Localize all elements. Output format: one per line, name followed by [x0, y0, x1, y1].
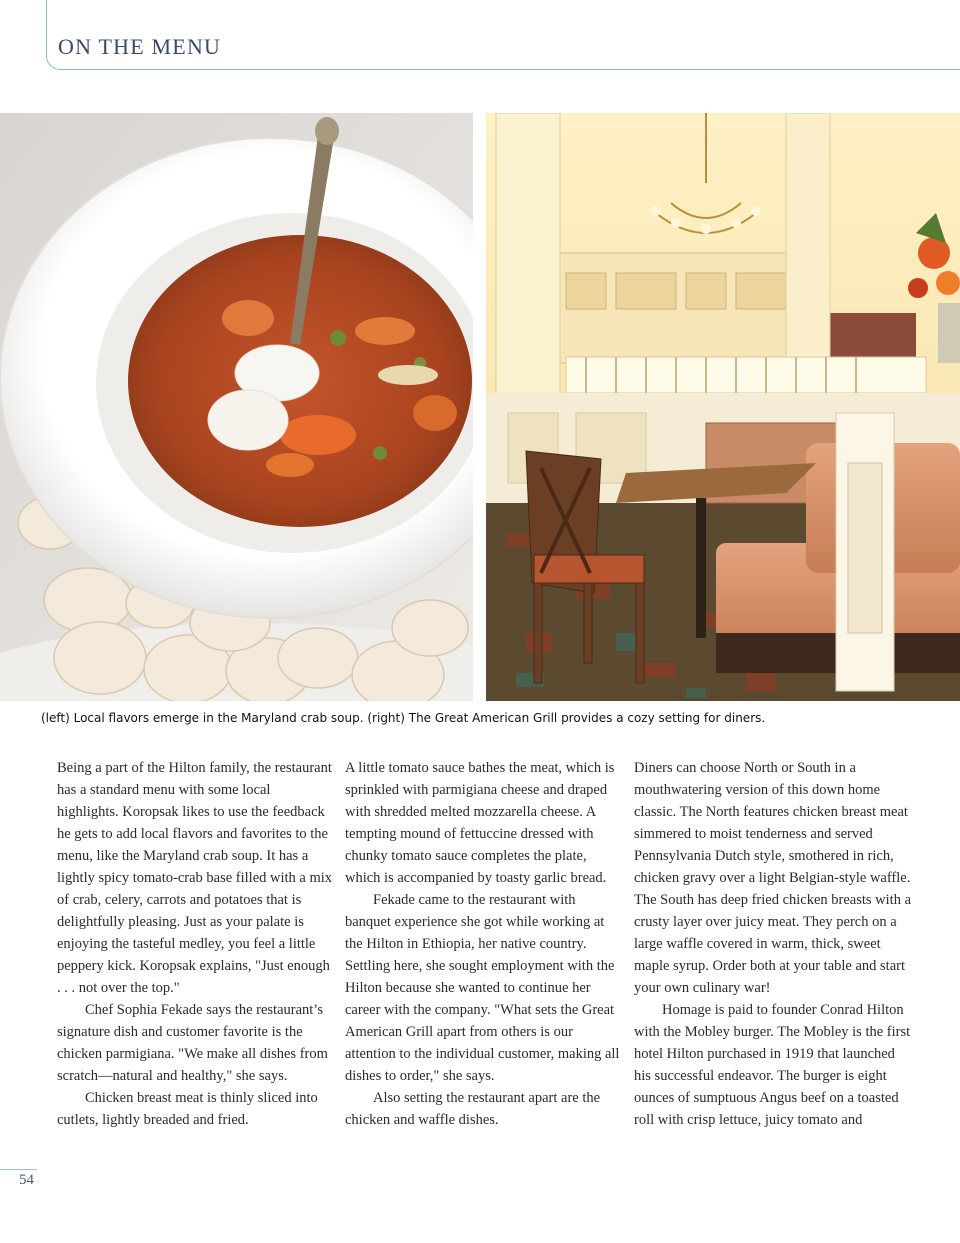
soup-bowl-illustration [0, 113, 473, 701]
paragraph: Chef Sophia Fekade says the restaurant’s signature dish and customer favorite is the chicken parmigiana. "We make all dishes from scratch—natural and healthy," she says. [57, 1002, 328, 1084]
article-column-1 [57, 757, 335, 1131]
section-title: ON THE MENU [58, 34, 222, 59]
paragraph: Diners can choose North or South in a mouthwatering version of this down home classic. The North features chicken breast meat simmered to moist tenderness and served Pennsylvania Dutch style, smothered in rich, chicken gravy over a light Belgian-style waffle. The South has deep fried chicken breasts with a crusty layer over juicy meat. They perch on a large waffle covered in warm, thick, sweet maple syrup. Order both at your table and start your own culinary war! [634, 760, 912, 996]
article-column-3 [634, 757, 912, 1131]
folio-rule [0, 1169, 37, 1170]
paragraph: Being a part of the Hilton family, the restaurant has a standard menu with some local highlights. Koropsak likes to use the feedback he gets to add local flavors and favorites to the menu, like the Maryland crab soup. It has a lightly spicy tomato-crab base filled with a mix of crab, celery, carrots and potatoes that is delightfully pleasing. Just as your palate is enjoying the tasteful medley, you feel a little peppery kick. Koropsak explains, "Just enough . . . not over the top." [57, 760, 333, 996]
paragraph: A little tomato sauce bathes the meat, which is sprinkled with parmigiana cheese and draped with shredded melted mozzarella cheese. A tempting mound of fettuccine dressed with chunky tomato sauce completes the plate, which is accompanied by toasty garlic bread. [345, 760, 615, 886]
paragraph: Also setting the restaurant apart are the chicken and waffle dishes. [345, 1090, 601, 1128]
page-number: 54 [19, 1172, 34, 1188]
dining-room-illustration [486, 113, 960, 701]
dining-room-photo [486, 113, 960, 701]
article-column-2 [345, 757, 623, 1131]
photo-caption: (left) Local flavors emerge in the Maryland crab soup. (right) The Great American Grill provides a cozy setting for diners. [41, 711, 766, 725]
paragraph: Fekade came to the restaurant with banquet experience she got while working at the Hilton in Ethiopia, her native country. Settling here, she sought employment with the Hilton because she wanted to continue her career with the company. "What sets the Great American Grill apart from others is our attention to the individual customer, making all dishes to order," she says. [345, 892, 620, 1084]
crab-soup-photo [0, 113, 473, 701]
paragraph: Chicken breast meat is thinly sliced into cutlets, lightly breaded and fried. [57, 1090, 318, 1128]
paragraph: Homage is paid to founder Conrad Hilton with the Mobley burger. The Mobley is the first hotel Hilton purchased in 1919 that launched his successful endeavor. The burger is eight ounces of sumptuous Angus beef on a toasted roll with crisp lettuce, juicy tomato and [634, 1002, 911, 1128]
